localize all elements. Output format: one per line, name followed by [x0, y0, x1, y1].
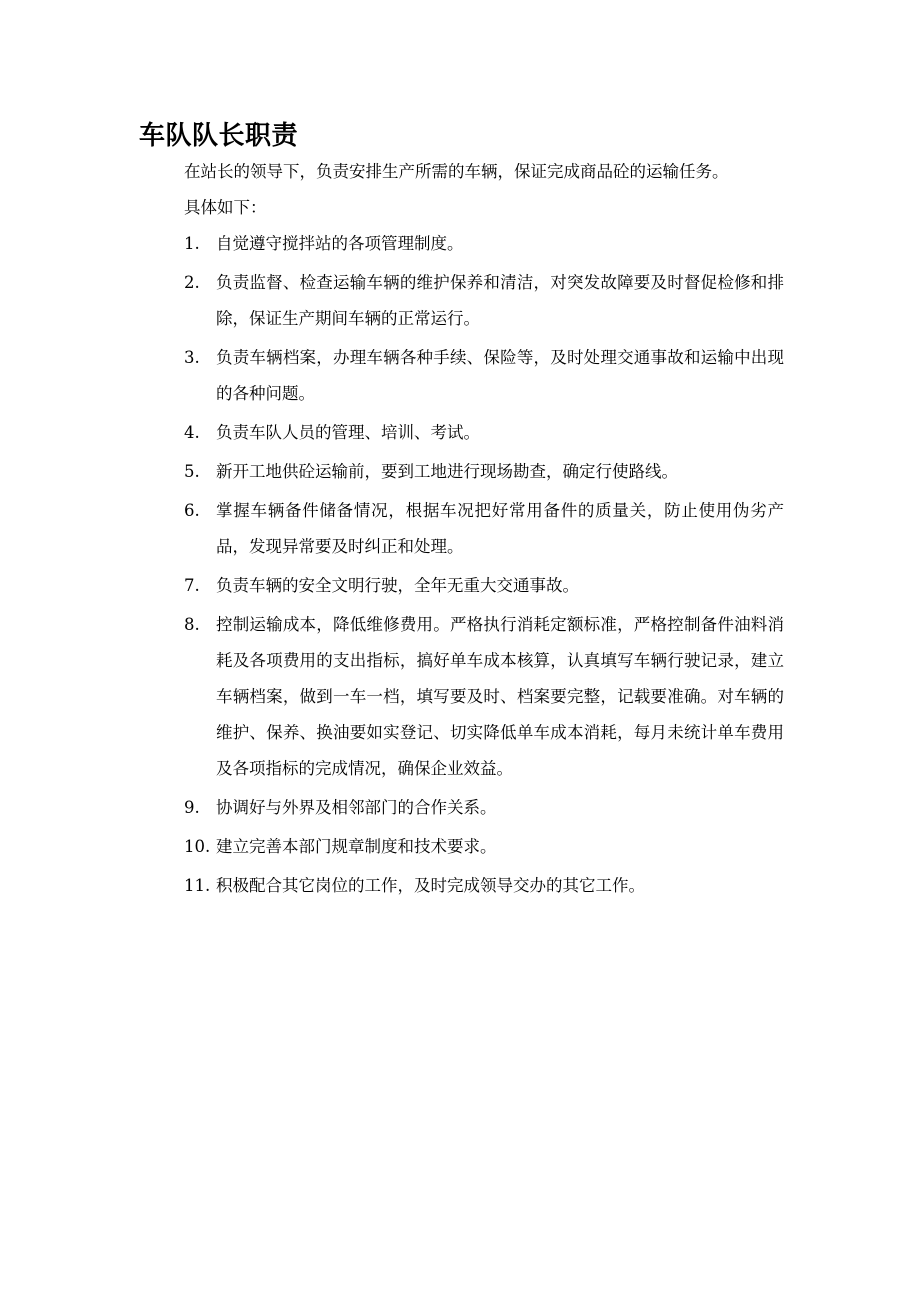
duty-list — [184, 226, 784, 907]
duty-number: 1. — [184, 234, 200, 253]
duty-item-5 — [184, 454, 784, 490]
duty-text: 负责车队人员的管理、培训、考试。 — [216, 423, 480, 442]
duty-text: 负责车辆档案，办理车辆各种手续、保险等，及时处理交通事故和运输中出现的各种问题。 — [216, 348, 784, 403]
duty-text: 掌握车辆备件储备情况，根据车况把好常用备件的质量关，防止使用伪劣产品，发现异常要及时纠正和处理。 — [216, 501, 784, 556]
page-title: 车队队长职责 — [139, 121, 299, 151]
duty-item-11 — [184, 868, 784, 904]
duty-number: 3. — [184, 348, 200, 367]
duty-text: 自觉遵守搅拌站的各项管理制度。 — [216, 234, 464, 253]
duty-number: 5. — [184, 462, 200, 481]
duty-number: 11. — [184, 876, 211, 895]
duty-text: 建立完善本部门规章制度和技术要求。 — [216, 837, 497, 856]
duty-item-3 — [184, 340, 784, 412]
intro-line: 具体如下： — [184, 198, 267, 217]
duty-text: 协调好与外界及相邻部门的合作关系。 — [216, 798, 497, 817]
duty-item-9 — [184, 790, 784, 826]
duty-number: 9. — [184, 798, 200, 817]
duty-item-8 — [184, 607, 784, 787]
duty-text: 负责车辆的安全文明行驶，全年无重大交通事故。 — [216, 576, 579, 595]
duty-text: 控制运输成本，降低维修费用。严格执行消耗定额标准，严格控制备件油料消耗及各项费用的支出指标，搞好单车成本核算，认真填写车辆行驶记录，建立车辆档案，做到一车一档，填写要及时、档案要完整，记载要准确。对车辆的维护、保养、换油要如实登记、切实降低单车成本消耗，每月未统计单车费用及各项指标的完成情况，确保企业效益。 — [216, 615, 784, 778]
duty-number: 2. — [184, 273, 200, 292]
duty-item-1 — [184, 226, 784, 262]
duty-number: 8. — [184, 615, 200, 634]
intro-paragraph — [184, 154, 804, 226]
duty-number: 6. — [184, 501, 200, 520]
duty-item-2 — [184, 265, 784, 337]
duty-text: 负责监督、检查运输车辆的维护保养和清洁，对突发故障要及时督促检修和排除，保证生产期间车辆的正常运行。 — [216, 273, 784, 328]
duty-item-10 — [184, 829, 784, 865]
duty-text: 积极配合其它岗位的工作，及时完成领导交办的其它工作。 — [216, 876, 645, 895]
duty-text: 新开工地供砼运输前，要到工地进行现场勘查，确定行使路线。 — [216, 462, 678, 481]
duty-item-7 — [184, 568, 784, 604]
intro-line: 在站长的领导下，负责安排生产所需的车辆，保证完成商品砼的运输任务。 — [184, 162, 729, 181]
duty-item-4 — [184, 415, 784, 451]
duty-number: 10. — [184, 837, 211, 856]
duty-number: 7. — [184, 576, 200, 595]
duty-number: 4. — [184, 423, 200, 442]
duty-item-6 — [184, 493, 784, 565]
